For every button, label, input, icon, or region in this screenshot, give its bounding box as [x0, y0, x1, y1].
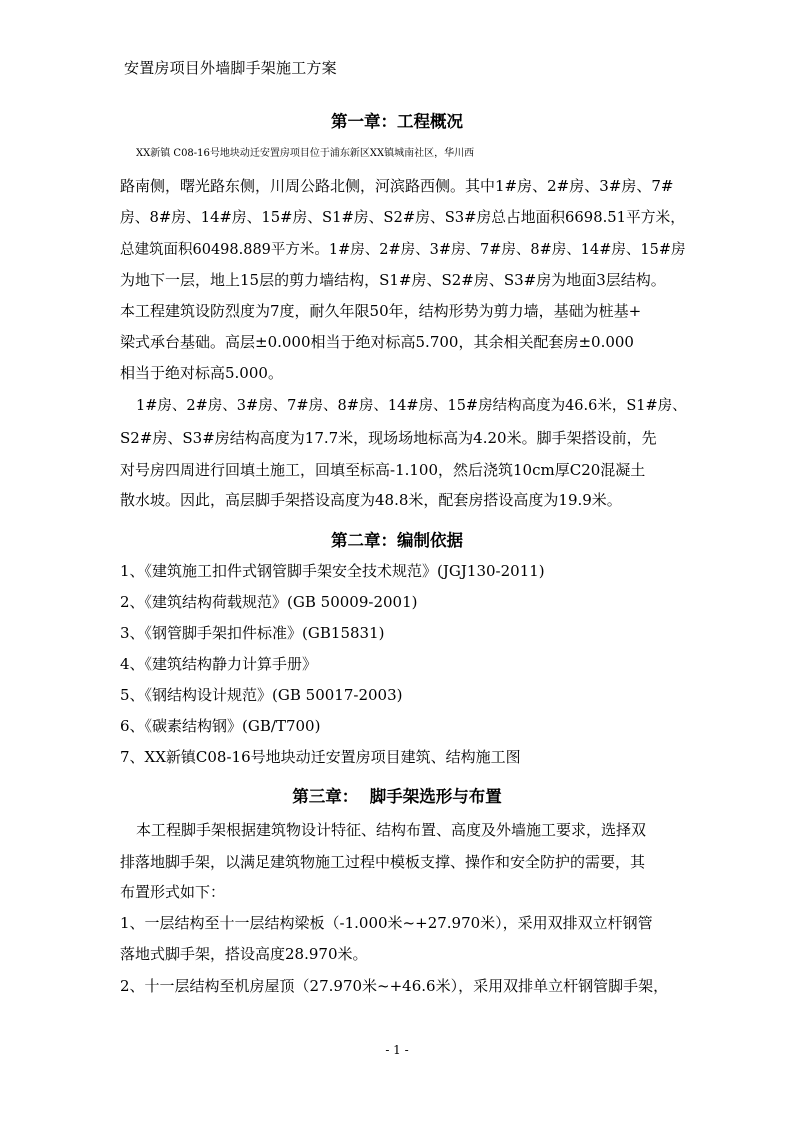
chapter-1-line-8: 相当于绝对标高5.000。 — [120, 364, 283, 382]
page-number: - 1 - — [385, 1043, 409, 1057]
chapter-1-line-11: 对号房四周进行回填土施工，回填至标高-1.100，然后浇筑10cm厚C20混凝土 — [120, 461, 646, 479]
chapter-1-title: 第一章：工程概况 — [331, 112, 463, 131]
reference-item-1: 1、《建筑施工扣件式钢管脚手架安全技术规范》(JGJ130-2011) — [120, 562, 545, 580]
reference-item-5: 5、《钢结构设计规范》(GB 50017-2003) — [120, 686, 403, 704]
chapter-2-title: 第二章：编制依据 — [331, 531, 463, 550]
chapter-3-line-3: 布置形式如下： — [120, 883, 226, 901]
chapter-3-line-5: 落地式脚手架，搭设高度28.970米。 — [120, 945, 368, 963]
chapter-1-line-10: S2#房、S3#房结构高度为17.7米，现场场地标高为4.20米。脚手架搭设前，先 — [120, 429, 657, 447]
reference-item-3: 3、《钢管脚手架扣件标准》(GB15831) — [120, 624, 385, 642]
chapter-1-line-12: 散水坡。因此，高层脚手架搭设高度为48.8米，配套房搭设高度为19.9米。 — [120, 491, 622, 509]
chapter-3-line-6: 2、十一层结构至机房屋顶（27.970米~+46.6米），采用双排单立杆钢管脚手架， — [120, 977, 669, 995]
chapter-1-line-2: 路南侧，曙光路东侧，川周公路北侧，河滨路西侧。其中1#房、2#房、3#房、7# — [120, 177, 674, 195]
chapter-1-line-1: XX新镇 C08-16号地块动迁安置房项目位于浦东新区XX镇城南社区，华川西 — [136, 148, 475, 159]
chapter-3-title: 第三章： 脚手架选形与布置 — [292, 787, 502, 806]
chapter-1-line-5: 为地下一层，地上15层的剪力墙结构，S1#房、S2#房、S3#房为地面3层结构。 — [120, 271, 666, 289]
chapter-1-line-4: 总建筑面积60498.889平方米。1#房、2#房、3#房、7#房、8#房、14#房、15#房 — [120, 242, 686, 258]
reference-item-2: 2、《建筑结构荷载规范》(GB 50009-2001) — [120, 593, 418, 611]
reference-item-4: 4、《建筑结构静力计算手册》 — [120, 655, 318, 673]
chapter-1-line-3: 房、8#房、14#房、15#房、S1#房、S2#房、S3#房总占地面积6698.51平方米， — [120, 209, 686, 226]
chapter-3-line-1: 本工程脚手架根据建筑物设计特征、结构布置、高度及外墙施工要求，选择双 — [136, 821, 647, 839]
chapter-3-line-4: 1、一层结构至十一层结构梁板（-1.000米~+27.970米），采用双排双立杆钢管 — [120, 914, 653, 932]
chapter-1-line-7: 梁式承台基础。高层±0.000相当于绝对标高5.700，其余相关配套房±0.000 — [120, 333, 634, 351]
reference-item-7: 7、XX新镇C08-16号地块动迁安置房项目建筑、结构施工图 — [120, 748, 521, 766]
document-header: 安置房项目外墙脚手架施工方案 — [124, 59, 337, 77]
reference-item-6: 6、《碳素结构钢》(GB/T700) — [120, 717, 321, 735]
chapter-1-line-6: 本工程建筑设防烈度为7度，耐久年限50年，结构形势为剪力墙，基础为桩基+ — [120, 302, 642, 320]
chapter-3-line-2: 排落地脚手架，以满足建筑物施工过程中模板支撑、操作和安全防护的需要，其 — [120, 853, 646, 871]
chapter-1-line-9: 1#房、2#房、3#房、7#房、8#房、14#房、15#房结构高度为46.6米，S1#房、 — [136, 398, 687, 414]
